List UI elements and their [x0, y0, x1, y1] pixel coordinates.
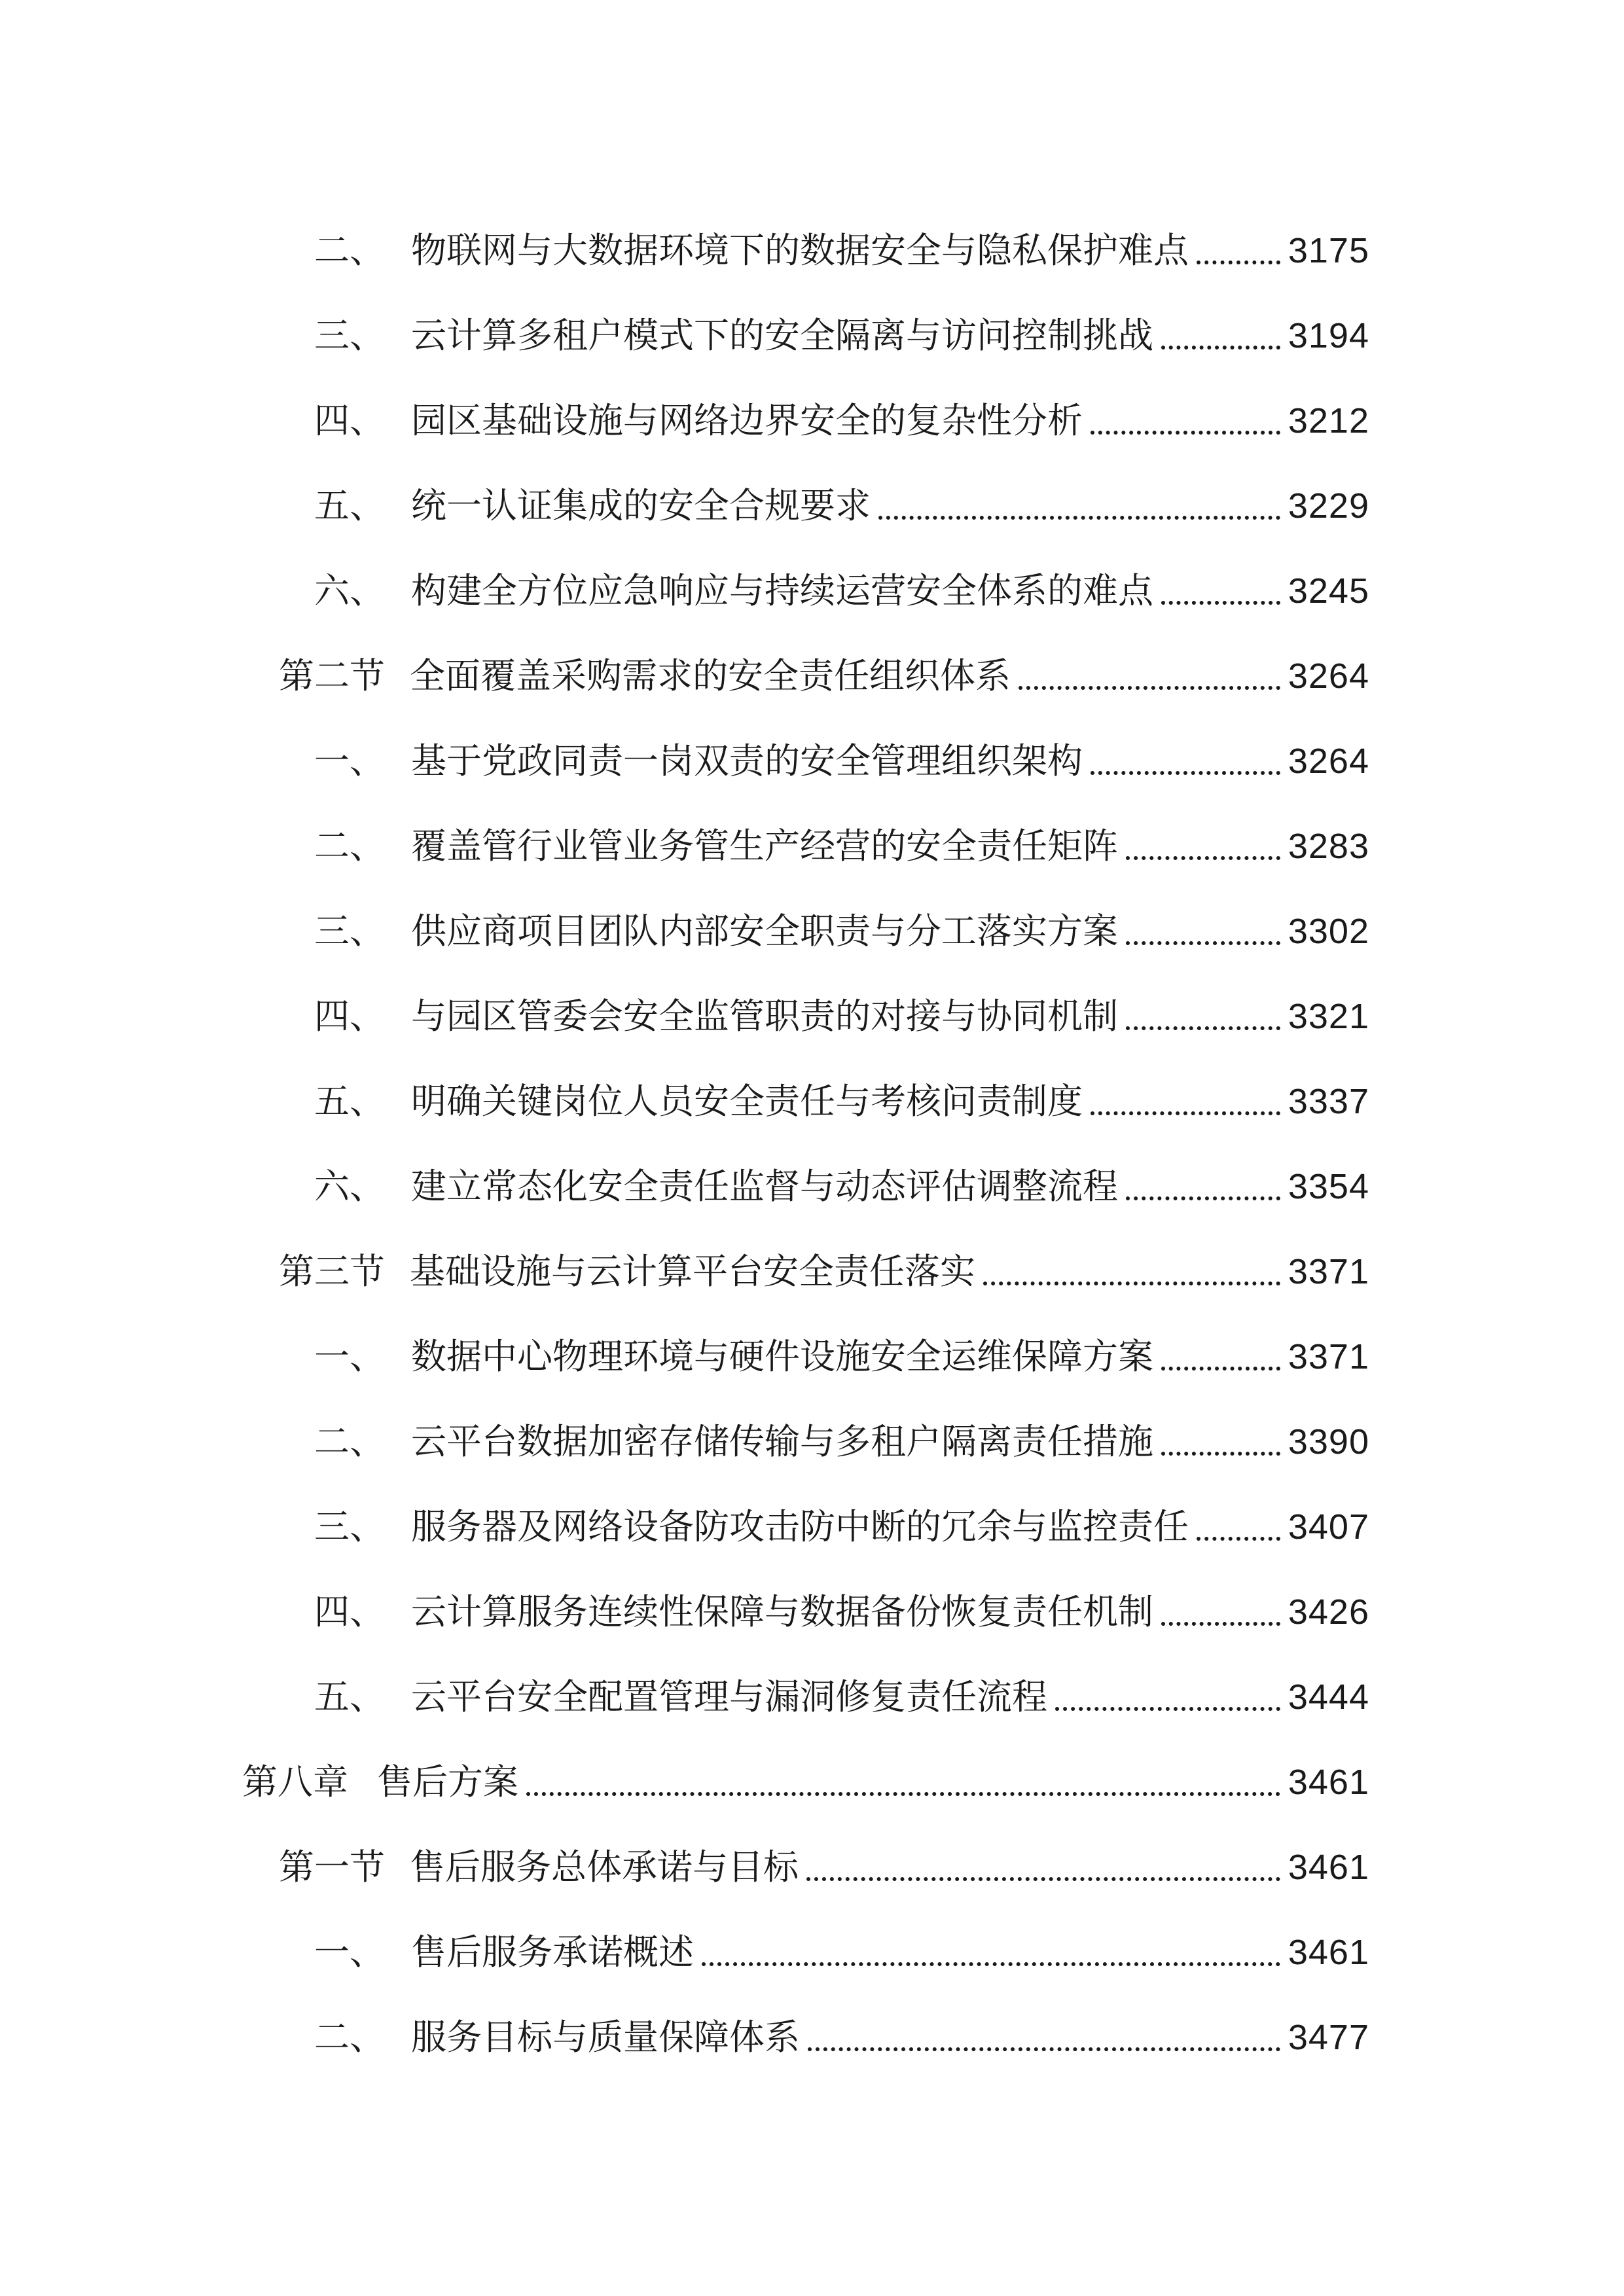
- toc-entry-title: 售后服务承诺概述: [411, 1931, 694, 1973]
- toc-chapter-marker: 第八章: [242, 1761, 348, 1803]
- toc-entry-title: 供应商项目团队内部安全职责与分工落实方案: [411, 910, 1118, 952]
- dot-leader: [1161, 1339, 1280, 1374]
- dot-leader: [1019, 658, 1280, 694]
- toc-section-marker: 第二节: [279, 655, 385, 696]
- toc-entry-title: 明确关键岗位人员安全责任与考核问责制度: [411, 1081, 1083, 1122]
- toc-section-entry[interactable]: [242, 1825, 1369, 1910]
- toc-entry-title: 覆盖管行业管业务管生产经营的安全责任矩阵: [411, 825, 1118, 867]
- toc-entry-page-number: 3245: [1288, 571, 1369, 611]
- toc-entry[interactable]: [242, 208, 1369, 293]
- toc-entry-title: 基础设施与云计算平台安全责任落实: [410, 1251, 975, 1292]
- toc-entry-marker: 四、: [314, 996, 385, 1037]
- toc-entry-page-number: 3371: [1288, 1337, 1369, 1376]
- toc-entry-title: 构建全方位应急响应与持续运营安全体系的难点: [411, 570, 1153, 611]
- toc-entry-title: 云平台安全配置管理与漏洞修复责任流程: [411, 1676, 1047, 1717]
- toc-entry-page-number: 3444: [1288, 1677, 1369, 1717]
- toc-entry[interactable]: [242, 1655, 1369, 1740]
- toc-entry-marker: 六、: [314, 570, 385, 611]
- toc-entry[interactable]: [242, 1399, 1369, 1484]
- toc-entry-marker: 二、: [314, 2017, 385, 2058]
- toc-entry-marker: 四、: [314, 400, 385, 441]
- toc-entry-marker: 一、: [314, 740, 385, 781]
- toc-entry-marker: 三、: [314, 315, 385, 356]
- toc-entry-marker: 一、: [314, 1336, 385, 1377]
- toc-entry-page-number: 3354: [1288, 1167, 1369, 1206]
- dot-leader: [1091, 744, 1280, 779]
- toc-entry-page-number: 3212: [1288, 401, 1369, 440]
- toc-entry[interactable]: [242, 1910, 1369, 1995]
- dot-leader: [983, 1254, 1280, 1289]
- toc-entry[interactable]: [242, 804, 1369, 889]
- dot-leader: [1197, 233, 1280, 268]
- toc-entry-page-number: 3390: [1288, 1422, 1369, 1462]
- toc-entry-title: 全面覆盖采购需求的安全责任组织体系: [410, 655, 1011, 696]
- toc-entry[interactable]: [242, 548, 1369, 634]
- toc-entry[interactable]: [242, 974, 1369, 1059]
- dot-leader: [1126, 914, 1280, 949]
- toc-entry-title: 服务器及网络设备防攻击防中断的冗余与监控责任: [411, 1506, 1189, 1547]
- toc-entry-page-number: 3461: [1288, 1763, 1369, 1802]
- toc-entry[interactable]: [242, 463, 1369, 548]
- dot-leader: [702, 1935, 1280, 1970]
- dot-leader: [1126, 829, 1280, 864]
- dot-leader: [878, 488, 1280, 524]
- dot-leader: [1126, 1169, 1280, 1204]
- toc-entry[interactable]: [242, 1995, 1369, 2080]
- dot-leader: [1126, 999, 1280, 1034]
- toc-entry-marker: 三、: [314, 1506, 385, 1547]
- toc-entry-page-number: 3461: [1288, 1933, 1369, 1972]
- dot-leader: [1197, 1509, 1280, 1545]
- toc-section-entry[interactable]: [242, 1229, 1369, 1314]
- toc-entry[interactable]: [242, 378, 1369, 463]
- toc-entry-marker: 五、: [314, 485, 385, 526]
- dot-leader: [1091, 403, 1280, 439]
- toc-entry[interactable]: [242, 293, 1369, 378]
- dot-leader: [1161, 1594, 1280, 1630]
- toc-entry-title: 售后服务总体承诺与目标: [410, 1846, 799, 1888]
- toc-entry-marker: 一、: [314, 1931, 385, 1973]
- dot-leader: [1091, 1084, 1280, 1119]
- toc-entry-marker: 二、: [314, 825, 385, 867]
- dot-leader: [806, 1850, 1280, 1885]
- toc-entry[interactable]: [242, 1059, 1369, 1144]
- toc-entry-title: 统一认证集成的安全合规要求: [411, 485, 871, 526]
- toc-entry[interactable]: [242, 1144, 1369, 1229]
- toc-entry[interactable]: [242, 719, 1369, 804]
- toc-entry-title: 基于党政同责一岗双责的安全管理组织架构: [411, 740, 1083, 781]
- toc-entry-page-number: 3194: [1288, 316, 1369, 355]
- toc-entry-marker: 六、: [314, 1166, 385, 1207]
- toc-entry-marker: 二、: [314, 230, 385, 271]
- toc-entry-page-number: 3264: [1288, 656, 1369, 696]
- toc-entry-page-number: 3264: [1288, 742, 1369, 781]
- toc-entry-page-number: 3407: [1288, 1507, 1369, 1547]
- toc-entry[interactable]: [242, 1314, 1369, 1399]
- dot-leader: [808, 2020, 1280, 2055]
- toc-entry-title: 园区基础设施与网络边界安全的复杂性分析: [411, 400, 1083, 441]
- toc-entry-page-number: 3371: [1288, 1252, 1369, 1291]
- toc-entry-marker: 二、: [314, 1421, 385, 1462]
- toc-entry-title: 与园区管委会安全监管职责的对接与协同机制: [411, 996, 1118, 1037]
- table-of-contents: [242, 208, 1369, 2080]
- dot-leader: [1161, 318, 1280, 353]
- toc-entry-marker: 四、: [314, 1591, 385, 1632]
- toc-section-marker: 第一节: [279, 1846, 385, 1888]
- toc-chapter-entry[interactable]: [242, 1740, 1369, 1825]
- toc-entry-title: 云计算多租户模式下的安全隔离与访问控制挑战: [411, 315, 1153, 356]
- toc-entry-page-number: 3461: [1288, 1848, 1369, 1887]
- toc-entry-title: 服务目标与质量保障体系: [411, 2017, 800, 2058]
- toc-entry-page-number: 3229: [1288, 486, 1369, 526]
- dot-leader: [1055, 1679, 1280, 1715]
- toc-entry-title: 云计算服务连续性保障与数据备份恢复责任机制: [411, 1591, 1153, 1632]
- toc-entry[interactable]: [242, 889, 1369, 974]
- dot-leader: [526, 1765, 1280, 1800]
- toc-entry-title: 售后方案: [377, 1761, 518, 1803]
- toc-section-marker: 第三节: [279, 1251, 385, 1292]
- toc-entry-marker: 三、: [314, 910, 385, 952]
- toc-entry-page-number: 3321: [1288, 997, 1369, 1036]
- toc-entry-page-number: 3302: [1288, 912, 1369, 951]
- dot-leader: [1161, 1424, 1280, 1460]
- toc-entry-title: 建立常态化安全责任监督与动态评估调整流程: [411, 1166, 1118, 1207]
- dot-leader: [1161, 573, 1280, 609]
- toc-entry-title: 物联网与大数据环境下的数据安全与隐私保护难点: [411, 230, 1189, 271]
- toc-entry-title: 云平台数据加密存储传输与多租户隔离责任措施: [411, 1421, 1153, 1462]
- toc-entry[interactable]: [242, 1570, 1369, 1655]
- toc-entry-marker: 五、: [314, 1081, 385, 1122]
- toc-entry-page-number: 3175: [1288, 231, 1369, 270]
- toc-entry-page-number: 3426: [1288, 1592, 1369, 1632]
- toc-entry-title: 数据中心物理环境与硬件设施安全运维保障方案: [411, 1336, 1153, 1377]
- toc-entry[interactable]: [242, 1484, 1369, 1570]
- toc-entry-marker: 五、: [314, 1676, 385, 1717]
- toc-section-entry[interactable]: [242, 634, 1369, 719]
- toc-entry-page-number: 3477: [1288, 2018, 1369, 2057]
- toc-entry-page-number: 3283: [1288, 827, 1369, 866]
- toc-entry-page-number: 3337: [1288, 1082, 1369, 1121]
